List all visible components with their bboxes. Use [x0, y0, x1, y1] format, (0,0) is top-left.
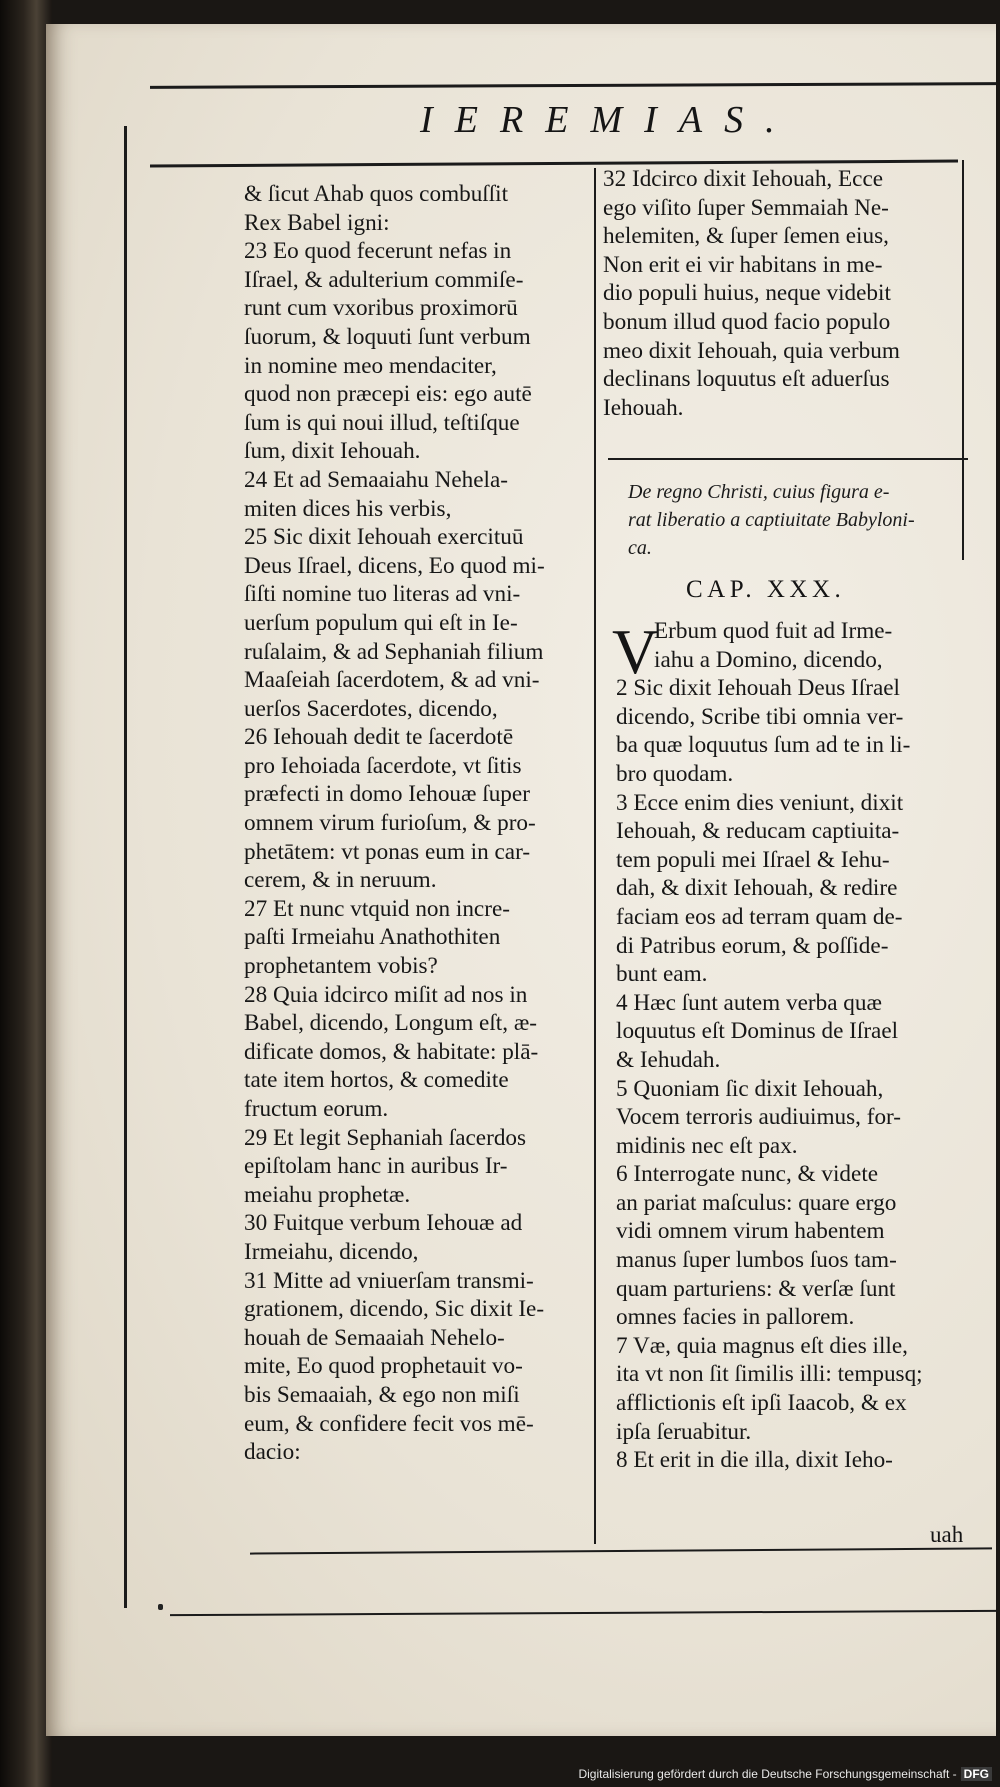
left-column-line: grationem, dicendo, Sic dixit Ie- [244, 1296, 545, 1323]
right-column-body-line: 6 Interrogate nunc, & videte [616, 1161, 879, 1188]
right-column-body-line: loquutus eſt Dominus de Iſrael [616, 1018, 899, 1045]
left-column-line: fructum eorum. [244, 1096, 389, 1122]
left-column-line: paſti Irmeiahu Anathothiten [244, 924, 501, 951]
right-column-body-line: midinis nec eſt pax. [616, 1132, 798, 1159]
left-column-line: 29 Et legit Sephaniah ſacerdos [244, 1124, 527, 1151]
right-column-body-line: bro quodam. [616, 760, 734, 787]
left-column-line: ruſalaim, & ad Sephaniah filium [244, 638, 544, 665]
right-column-body-line: dicendo, Scribe tibi omnia ver- [616, 703, 904, 730]
right-column-body-line: 3 Ecce enim dies veniunt, dixit [616, 789, 904, 816]
left-column-line: 28 Quia idcirco miſit ad nos in [244, 981, 528, 1008]
left-column-line: tate item hortos, & comedite [244, 1067, 509, 1094]
right-column-body-line: quam parturiens: & verſæ ſunt [616, 1275, 896, 1302]
right-column-body-line: Erbum quod fuit ad Irme- [654, 618, 893, 644]
left-column-text [244, 180, 604, 1467]
right-column-top-line: helemiten, & ſuper ſemen eius, [603, 223, 889, 250]
left-column-line: quod non præcepi eis: ego autē [244, 381, 532, 408]
left-column-line: eum, & confidere fecit vos mē- [244, 1410, 534, 1437]
left-column-line: miten dices his verbis, [244, 495, 452, 522]
dfg-logo-badge: DFG [961, 1767, 992, 1781]
chapter-heading: CAP. XXX. [686, 576, 846, 603]
right-column-body-line: iahu a Domino, dicendo, [654, 646, 883, 673]
right-column-body-line: 4 Hæc ſunt autem verba quæ [616, 989, 882, 1016]
left-column-line: dificate domos, & habitate: plā- [244, 1038, 539, 1065]
left-column-line: meiahu prophetæ. [244, 1181, 411, 1208]
right-column-top-line: ego viſito ſuper Semmaiah Ne- [603, 194, 889, 221]
left-column-line: mite, Eo quod prophetauit vo- [244, 1353, 523, 1380]
running-head: IEREMIAS. [420, 99, 797, 141]
right-column-body-text [616, 617, 971, 1475]
right-column-top-line: 32 Idcirco dixit Iehouah, Ecce [603, 166, 884, 192]
left-column-line: Rex Babel igni: [244, 209, 390, 236]
right-column-body-line: 8 Et erit in die illa, dixit Ieho- [616, 1447, 893, 1474]
book-binding-edge [0, 0, 52, 1787]
left-column-line: phetātem: vt ponas eum in car- [244, 838, 531, 865]
right-column-body-line: faciam eos ad terram quam de- [616, 903, 903, 930]
left-column-line: 27 Et nunc vtquid non incre- [244, 895, 510, 922]
left-column-line: ſum, dixit Iehouah. [244, 438, 421, 465]
left-column-line: 24 Et ad Semaaiahu Nehela- [244, 466, 508, 493]
left-column-line: in nomine meo mendaciter, [244, 352, 497, 379]
right-column-top-text [603, 165, 968, 422]
right-column-top-line: bonum illud quod facio populo [603, 308, 891, 335]
left-column-line: Babel, dicendo, Longum eſt, æ- [244, 1010, 538, 1037]
left-column-line: epiſtolam hanc in auribus Ir- [244, 1153, 508, 1180]
right-column-top-line: meo dixit Iehouah, quia verbum [603, 337, 900, 364]
right-column-body-line: vidi omnem virum habentem [616, 1218, 885, 1245]
left-column-line: houah de Semaaiah Nehelo- [244, 1324, 505, 1351]
summary-rule [608, 458, 968, 460]
left-column-line: Maaſeiah ſacerdotem, & ad vni- [244, 667, 540, 694]
left-frame-rule [124, 126, 127, 1608]
right-column-body-line: ita vt non ſit ſimilis illi: tempusq; [616, 1361, 923, 1388]
left-column-line: cerem, & in neruum. [244, 867, 437, 894]
left-column-line: omnem virum furioſum, & pro- [244, 810, 536, 837]
right-column-body-line: & Iehudah. [616, 1046, 721, 1073]
left-column-line: 26 Iehouah dedit te ſacerdotē [244, 724, 514, 751]
right-column-body-line: afflictionis eſt ipſi Iaacob, & ex [616, 1390, 907, 1417]
right-column-body-line: manus ſuper lumbos ſuos tam- [616, 1247, 897, 1274]
left-column-line: 25 Sic dixit Iehouah exercituū [244, 524, 524, 551]
right-column-body-line: ba quæ loquutus ſum ad te in li- [616, 732, 911, 759]
right-column-body-line: Vocem terroris audiuimus, for- [616, 1104, 902, 1131]
left-column-line: bis Semaaiah, & ego non miſi [244, 1381, 520, 1408]
drop-cap-letter: V [612, 616, 659, 687]
right-column-top-line: Non erit ei vir habitans in me- [603, 251, 883, 278]
left-column-line: ſuorum, & loquuti ſunt verbum [244, 323, 531, 350]
right-column-top-line: Iehouah. [603, 394, 684, 421]
chapter-summary-line: De regno Christi, cuius figura e- [628, 481, 890, 503]
right-column-body-line: bunt eam. [616, 961, 708, 988]
right-column-body-line: tem populi mei Iſrael & Iehu- [616, 846, 890, 873]
left-column-line: 31 Mitte ad vniuerſam transmi- [244, 1267, 534, 1294]
left-column-line: Iſrael, & adulterium commiſe- [244, 266, 524, 293]
chapter-summary-line: ca. [628, 537, 652, 559]
right-column-body-line: 7 Væ, quia magnus eſt dies ille, [616, 1332, 908, 1359]
left-column-line: & ſicut Ahab quos combuſſit [244, 181, 509, 207]
footer-text: Digitalisierung gefördert durch die Deutsche Forschungsgemeinschaft - [578, 1767, 957, 1781]
left-column-line: pro Iehoiada ſacerdote, vt ſitis [244, 752, 522, 779]
digitization-footer [578, 1767, 992, 1781]
left-column-line: runt cum vxoribus proximorū [244, 295, 518, 322]
chapter-summary-line: rat liberatio a captiuitate Babyloni- [628, 509, 915, 531]
left-column-line: præfecti in domo Iehouæ ſuper [244, 781, 530, 808]
left-column-line: Deus Iſrael, dicens, Eo quod mi- [244, 552, 545, 579]
right-column-body-line: omnes facies in pallorem. [616, 1304, 855, 1331]
left-column-line: prophetantem vobis? [244, 953, 438, 980]
left-column-line: 30 Fuitque verbum Iehouæ ad [244, 1210, 523, 1237]
catchword: uah [930, 1522, 964, 1547]
left-column-line: uerſos Sacerdotes, dicendo, [244, 695, 498, 722]
left-column-line: uerſum populum qui eſt in Ie- [244, 609, 518, 636]
left-column-line: dacio: [244, 1439, 301, 1466]
chapter-summary [628, 478, 958, 562]
left-column-line: 23 Eo quod fecerunt nefas in [244, 238, 512, 265]
left-column-line: ſiſti nomine tuo literas ad vni- [244, 581, 521, 608]
ink-mark [158, 1604, 163, 1610]
right-column-body-line: Iehouah, & reducam captiuita- [616, 818, 900, 845]
right-column-body-line: an pariat maſculus: quare ergo [616, 1189, 897, 1216]
right-column-body-line: 5 Quoniam ſic dixit Iehouah, [616, 1075, 884, 1102]
right-column-top-line: declinans loquutus eſt aduerſus [603, 366, 890, 393]
right-column-body-line: ipſa ſeruabitur. [616, 1418, 752, 1445]
right-column-body-line: 2 Sic dixit Iehouah Deus Iſrael [616, 675, 900, 702]
left-column-line: ſum is qui noui illud, teſtiſque [244, 409, 520, 436]
left-column-line: Irmeiahu, dicendo, [244, 1238, 419, 1265]
right-column-top-line: dio populi huius, neque videbit [603, 280, 891, 307]
right-column-body-line: dah, & dixit Iehouah, & redire [616, 875, 898, 902]
right-column-body-line: di Patribus eorum, & poſſide- [616, 932, 889, 959]
